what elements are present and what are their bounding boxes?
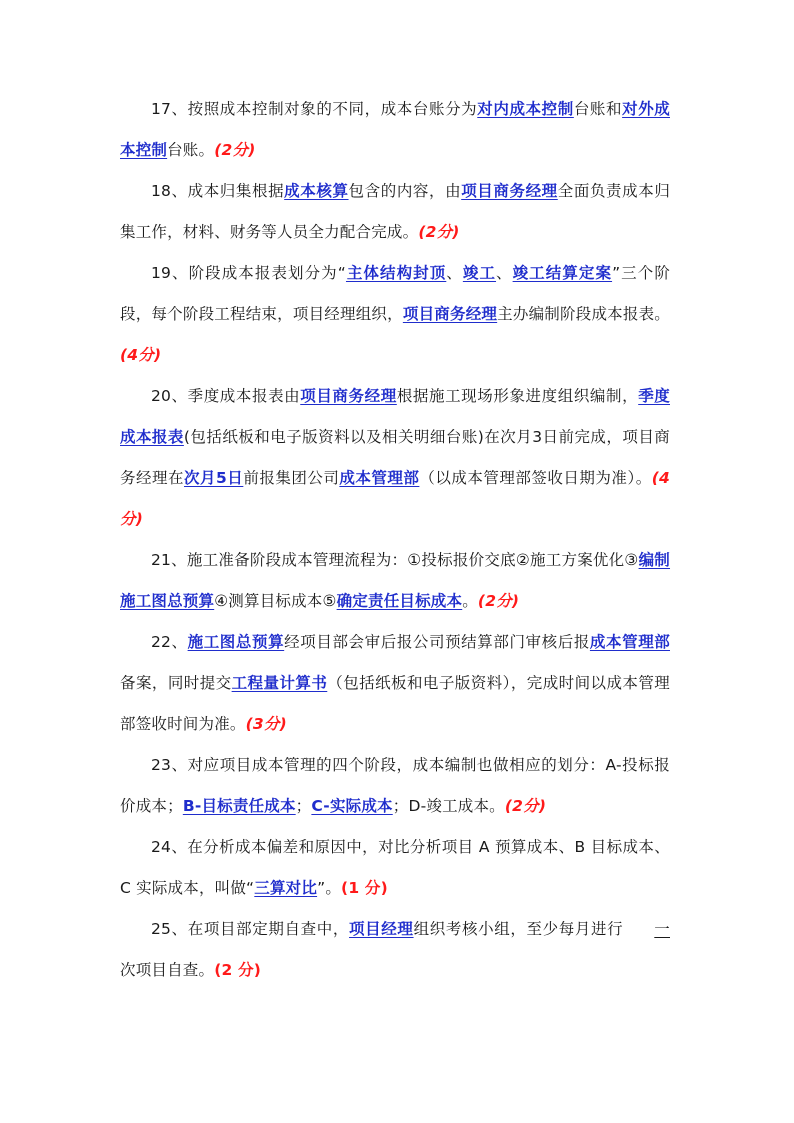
answer-text: 工程量计算书 (231, 674, 328, 692)
question-text: 台账和 (573, 100, 623, 118)
answer-text: 施工图总预算 (187, 633, 285, 651)
question-text: 、 (446, 264, 463, 282)
answer-text: 竣工结算定案 (512, 264, 613, 282)
score-label: (2分) (418, 223, 460, 241)
score-label: (4分) (120, 469, 670, 528)
question-text: 组织考核小组，至少每月进行 (413, 920, 624, 938)
score-label: (3分) (245, 715, 287, 733)
score-label: (4分) (120, 346, 162, 364)
answer-text: 主体结构封顶 (345, 264, 447, 282)
question-text: 经项目部会审后报公司预结算部门审核后报 (284, 633, 590, 651)
question-item (120, 909, 670, 991)
question-item (120, 827, 670, 909)
question-text: ；D-竣工成本。 (392, 797, 505, 815)
answer-text: 成本管理部 (589, 633, 670, 651)
question-text: （以成本管理部签收日期为准）。 (419, 469, 652, 487)
question-item (120, 376, 670, 540)
question-text: 17、按照成本控制对象的不同，成本台账分为 (151, 100, 478, 118)
answer-text: 次月5日 (184, 469, 244, 487)
question-text: ④测算目标成本⑤ (214, 592, 337, 610)
question-text: 20、季度成本报表由 (151, 387, 301, 405)
question-text: 18、成本归集根据 (151, 182, 285, 200)
question-text: 24、在分析成本偏差和原因中，对比分析项目 A 预算成本、B 目标成本、C 实际成本，叫做“ (120, 838, 670, 897)
question-text: 全面负责成本归集工作，材料、财务等人员全力配合完成。 (120, 182, 671, 241)
answer-text: 竣工 (462, 264, 497, 282)
question-text: 备案，同时提交 (120, 674, 232, 692)
question-text: 19、阶段成本报表划分为“ (151, 264, 346, 282)
question-text: 23、对应项目成本管理的四个阶段，成本编制也做相应的划分：A-投标报价成本； (120, 756, 670, 815)
answer-text: 对内成本控制 (477, 100, 574, 118)
question-item (120, 540, 670, 622)
fill-blank: 一 (654, 920, 670, 938)
question-text: 25、在项目部定期自查中， (151, 920, 350, 938)
answer-text: 对外成本控制 (120, 100, 670, 159)
answer-text: 项目经理 (349, 920, 414, 938)
score-label: (2 分) (214, 961, 262, 979)
score-label: (2分) (214, 141, 256, 159)
question-item (120, 171, 670, 253)
question-text: 主办编制阶段成本报表。 (497, 305, 670, 323)
question-text: 22、 (151, 633, 188, 651)
question-text: (包括纸板和电子版资料以及相关明细台账)在次月3日前完成，项目商务经理在 (120, 428, 670, 487)
answer-text: 三算对比 (254, 879, 318, 897)
question-list (120, 89, 670, 991)
question-item (120, 745, 670, 827)
question-item (120, 622, 670, 745)
question-text: ”三个阶段，每个阶段工程结束，项目经理组织， (120, 264, 671, 323)
question-item (120, 89, 670, 171)
answer-text: 成本核算 (284, 182, 349, 200)
score-label: (2分) (504, 797, 547, 815)
question-text: 。 (462, 592, 478, 610)
answer-text: 成本管理部 (339, 469, 420, 487)
question-text: ； (295, 797, 312, 815)
score-label: (1 分) (341, 879, 388, 897)
answer-text: 编制施工图总预算 (120, 551, 671, 610)
question-text: 包含的内容，由 (348, 182, 462, 200)
question-text: 前报集团公司 (243, 469, 340, 487)
answer-text: 项目商务经理 (402, 305, 498, 323)
score-label: (2分) (477, 592, 520, 610)
answer-text: 确定责任目标成本 (336, 592, 463, 610)
answer-text: B-目标责任成本 (182, 797, 296, 815)
answer-text: C-实际成本 (311, 797, 393, 815)
question-text: 21、施工准备阶段成本管理流程为：①投标报价交底②施工方案优化③ (151, 551, 639, 569)
question-text: ”。 (317, 879, 342, 897)
question-text: 次项目自查。 (120, 961, 215, 979)
answer-text: 项目商务经理 (300, 387, 397, 405)
answer-text: 项目商务经理 (461, 182, 558, 200)
question-text: 根据施工现场形象进度组织编制， (396, 387, 639, 405)
question-text: 、 (496, 264, 513, 282)
question-text: 台账。 (167, 141, 215, 159)
question-text: （包括纸板和电子版资料），完成时间以成本管理部签收时间为准。 (120, 674, 671, 733)
answer-text: 季度成本报表 (120, 387, 670, 446)
question-item (120, 253, 670, 376)
